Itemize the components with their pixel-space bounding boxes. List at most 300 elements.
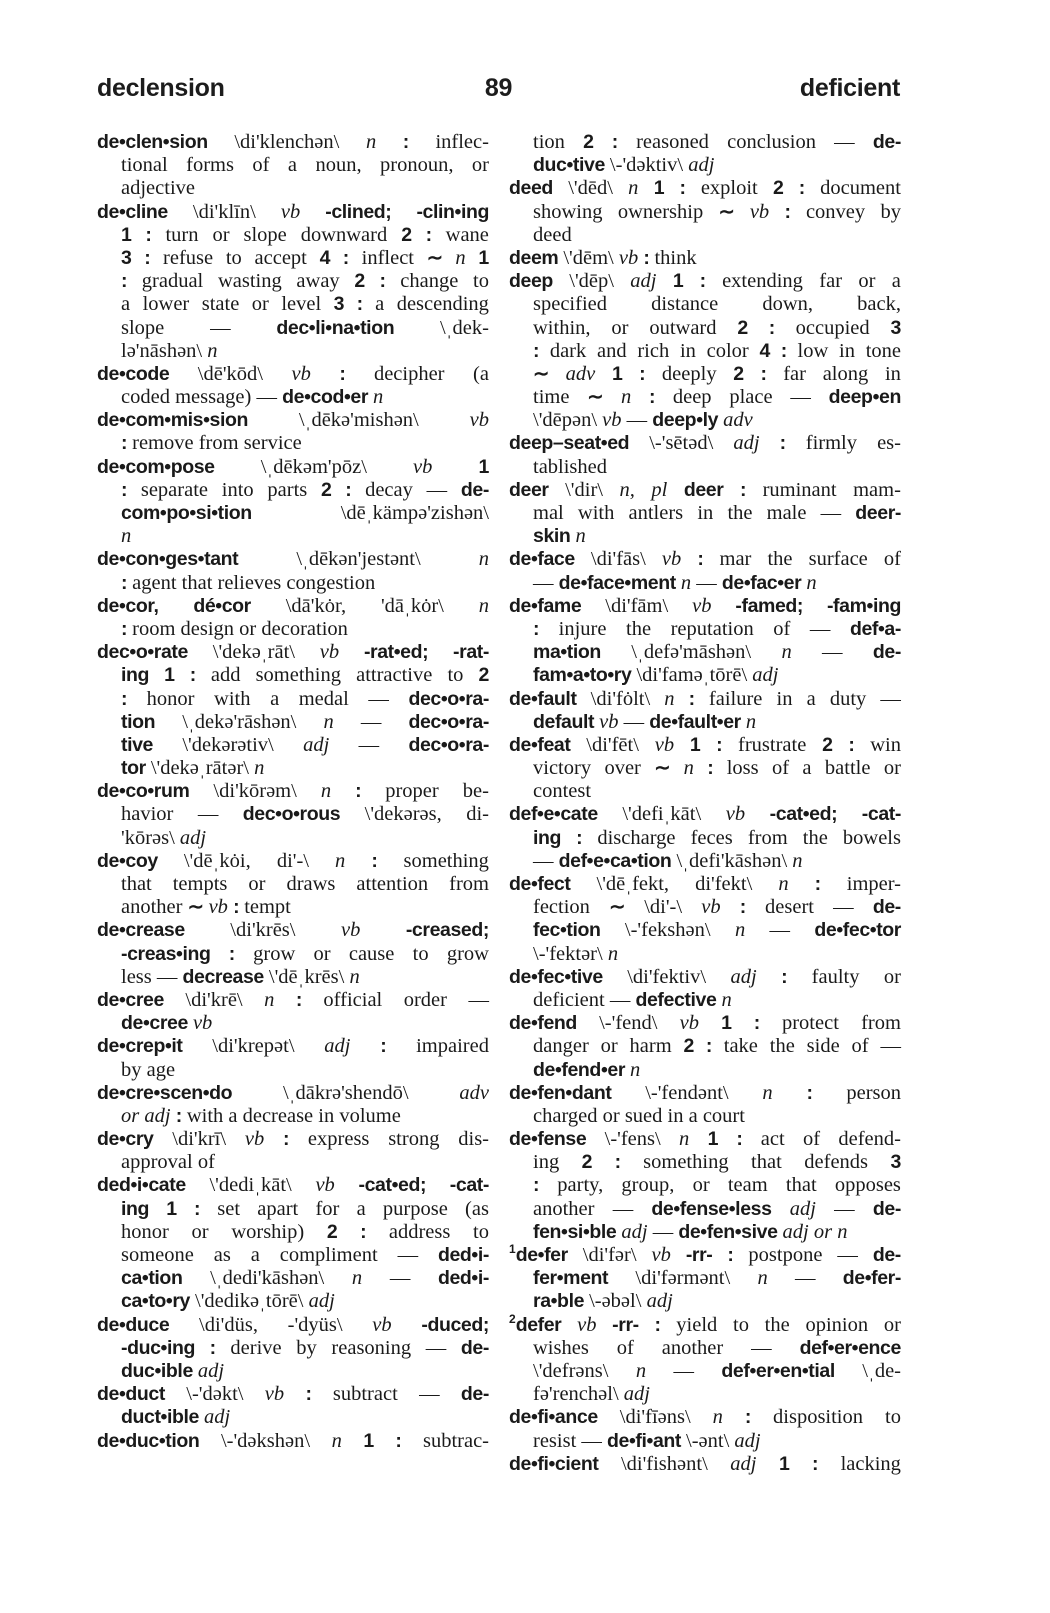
- definition-text: \ˌdefə'māshən\: [631, 641, 752, 664]
- definition-text: \dēˌkämpə'zishən\: [340, 502, 489, 524]
- definition-text: \di'fās\: [590, 548, 646, 571]
- definition-text: of: [773, 617, 791, 640]
- headword-bold: deep•ly: [652, 409, 724, 432]
- italic-label: adj: [630, 270, 657, 293]
- headword-bold: tion: [121, 710, 156, 733]
- definition-text: adjective: [121, 177, 195, 200]
- definition-text: draws: [286, 873, 336, 895]
- definition-text: wishes: [533, 1336, 589, 1359]
- definition-text: in: [884, 362, 901, 385]
- headword-bold: 1: [779, 1452, 790, 1475]
- entry-line-continuation: [509, 131, 901, 154]
- homograph-number: 1: [509, 1242, 516, 1257]
- entry-line-continuation: [97, 1151, 489, 1174]
- italic-label: n: [778, 873, 789, 895]
- italic-label: n: [680, 571, 697, 594]
- headword-bold: de•face: [509, 548, 575, 571]
- entry-line: [509, 479, 901, 502]
- headword-bold: ∼: [187, 896, 209, 919]
- headword-bold: :: [753, 1012, 760, 1035]
- headword-bold: de•fen•dant: [509, 1081, 612, 1104]
- entry-line-continuation: [509, 1174, 901, 1197]
- definition-text: specified: [533, 293, 607, 316]
- entry-line-continuation: [509, 618, 901, 641]
- definition-text: —: [673, 1359, 694, 1382]
- italic-label: adj: [623, 1383, 650, 1406]
- definition-text: that: [121, 873, 152, 895]
- definition-text: mam-: [853, 478, 901, 501]
- definition-text: \'dēˌkȯi,: [183, 849, 251, 872]
- entry-line-continuation: [97, 572, 489, 595]
- definition-text: to: [885, 1406, 901, 1429]
- definition-text: \'defiˌkāt\: [622, 803, 702, 826]
- definition-text: far: [783, 362, 806, 385]
- definition-text: —: [880, 1035, 901, 1058]
- definition-text: \di'krī\: [172, 1128, 227, 1151]
- entry-line-continuation: [97, 177, 489, 200]
- italic-label: n: [478, 548, 489, 571]
- definition-text: \di'faməˌtōrē\: [636, 664, 753, 687]
- definition-text: approval of: [121, 1151, 215, 1174]
- italic-label: adv: [565, 362, 596, 385]
- entry-line-continuation: [509, 780, 901, 803]
- definition-text: to: [447, 664, 464, 687]
- italic-label: n: [455, 246, 466, 269]
- entry-line-continuation: [509, 1035, 901, 1058]
- headword-bold: de-: [872, 1244, 901, 1266]
- headword-bold: :: [781, 965, 788, 988]
- headword-bold: de•fault•er: [649, 710, 746, 733]
- headword-bold: ∼: [609, 896, 626, 919]
- definition-text: \di'-\: [644, 896, 683, 919]
- definition-text: di'fekt\: [695, 873, 753, 895]
- headword-bold: decrease: [182, 965, 269, 988]
- entry-line: [509, 1453, 901, 1476]
- entry-line: [509, 270, 901, 293]
- headword-bold: dec•li•na•tion: [276, 316, 395, 339]
- definition-text: dis-: [458, 1128, 489, 1151]
- headword-bold: :: [395, 1429, 402, 1452]
- definition-text: down,: [762, 293, 814, 316]
- definition-text: —: [426, 478, 448, 501]
- definition-text: deeply: [661, 362, 717, 385]
- italic-label: adj: [621, 1220, 653, 1243]
- definition-text: or: [883, 757, 901, 780]
- headword-bold: :: [780, 339, 787, 362]
- definition-text: \di'krē\: [185, 988, 243, 1011]
- headword-bold: de•cree: [97, 988, 164, 1011]
- definition-text: deficient —: [533, 988, 636, 1011]
- definition-text: and: [597, 339, 627, 362]
- headword-bold: :: [209, 1336, 216, 1359]
- definition-text: attention: [356, 873, 429, 895]
- definition-text: noun,: [315, 154, 362, 177]
- italic-label: n: [478, 594, 489, 617]
- italic-label: adj: [730, 965, 757, 988]
- headword-bold: 2: [354, 270, 365, 293]
- definition-text: over: [604, 757, 641, 780]
- definition-text: or: [212, 223, 230, 246]
- definition-text: —: [652, 1220, 679, 1243]
- page-header: [97, 74, 900, 110]
- headword-bold: deem: [509, 246, 564, 269]
- headword-bold: :: [144, 246, 151, 269]
- headword-bold: de•cree: [121, 1012, 193, 1035]
- entry-line-continuation: [509, 1383, 901, 1406]
- entry-line-continuation: [509, 201, 901, 224]
- headword-bold: def•er•ence: [799, 1336, 901, 1359]
- entry-line: [509, 1311, 901, 1337]
- headword-bold: :: [533, 1174, 540, 1197]
- definition-text: —: [397, 1244, 419, 1266]
- definition-text: \di'fȯlt\: [590, 687, 651, 710]
- headword-bold: :: [339, 362, 346, 385]
- entry-line-continuation: [509, 502, 901, 525]
- headword-bold: de•cre•scen•do: [97, 1081, 233, 1104]
- entry-line: [509, 1082, 901, 1105]
- headword-bold: de•fame: [509, 594, 582, 617]
- definition-text: tional: [121, 154, 168, 177]
- definition-text: of: [616, 1336, 634, 1359]
- definition-text: protect: [781, 1012, 839, 1035]
- definition-text: \-'fendənt\: [645, 1081, 729, 1104]
- italic-label: n: [335, 849, 346, 872]
- definition-text: tone: [865, 339, 901, 362]
- entry-line-continuation: [97, 340, 489, 363]
- italic-label: n: [264, 988, 275, 1011]
- headword-bold: de•com•pose: [97, 455, 215, 478]
- headword-bold: de-: [872, 896, 901, 919]
- definition-text: \ˌdēkən'jestənt\: [296, 548, 421, 571]
- guide-word-left: declension: [97, 74, 225, 102]
- headword-bold: 2: [683, 1035, 694, 1058]
- definition-text: place: [729, 386, 773, 409]
- headword-bold: :: [121, 432, 133, 455]
- definition-text: —: [389, 1267, 411, 1290]
- italic-label: vb: [319, 641, 340, 664]
- definition-text: \'dekəˌrāt\: [212, 641, 295, 664]
- definition-text: conclusion: [727, 131, 816, 153]
- definition-text: of: [252, 154, 270, 177]
- definition-text: deed: [533, 223, 572, 246]
- definition-text: —: [612, 1197, 634, 1220]
- definition-text: by: [296, 1336, 317, 1359]
- definition-text: from: [747, 826, 788, 849]
- definition-text: \di'fām\: [605, 594, 669, 617]
- headword-bold: com•po•si•tion: [121, 502, 252, 524]
- entry-line-continuation: [509, 1059, 901, 1082]
- definition-text: (as: [465, 1197, 489, 1220]
- definition-text: a: [802, 757, 812, 780]
- italic-label: vb: [725, 803, 746, 826]
- headword-bold: ma•tion: [533, 641, 601, 664]
- headword-bold: fen•si•ble: [533, 1220, 622, 1243]
- definition-text: desert: [765, 896, 814, 919]
- definition-text: decipher: [373, 362, 445, 385]
- headword-bold: dec•o•ra-: [408, 710, 489, 733]
- headword-bold: tive: [121, 733, 154, 756]
- italic-label: n: [745, 710, 757, 733]
- headword-bold: duct•ible: [121, 1406, 204, 1429]
- entry-line-continuation: [97, 479, 489, 502]
- headword-bold: :: [739, 478, 747, 501]
- definition-text: or: [471, 154, 489, 177]
- italic-label: n: [683, 757, 694, 780]
- headword-bold: dec•o•ra-: [408, 687, 489, 710]
- homograph-number: 2: [509, 1311, 516, 1326]
- definition-text: act: [760, 1128, 785, 1151]
- definition-text: or: [611, 316, 629, 339]
- entry-line: [97, 201, 489, 224]
- definition-text: by: [880, 200, 901, 223]
- italic-label: n: [620, 386, 632, 409]
- headword-bold: dec•o•rate: [97, 641, 188, 664]
- definition-text: change: [400, 270, 459, 293]
- definition-text: set: [217, 1197, 241, 1220]
- definition-text: the: [767, 548, 793, 571]
- definition-text: in: [776, 687, 793, 710]
- entry-line-continuation: [97, 1221, 489, 1244]
- headword-bold: :: [121, 478, 128, 501]
- italic-label: vb: [679, 1012, 699, 1035]
- definition-text: honor: [146, 687, 195, 710]
- definition-text: a: [891, 270, 901, 293]
- headword-bold: 1: [721, 1012, 732, 1035]
- definition-text: —: [822, 641, 843, 664]
- definition-text: —: [533, 571, 559, 594]
- italic-label: n,: [619, 478, 635, 501]
- headword-bold: de•cry: [97, 1128, 154, 1151]
- headword-bold: de•duce: [97, 1313, 170, 1336]
- definition-text: \di'klenchən\: [234, 131, 340, 153]
- entry-line-continuation: [509, 1267, 901, 1290]
- headword-bold: :: [806, 1081, 813, 1104]
- entry-line: [97, 1082, 489, 1105]
- headword-bold: :: [402, 131, 409, 153]
- headword-bold: -creas•ing: [121, 942, 211, 965]
- definition-text: remove from service: [132, 432, 302, 455]
- headword-bold: duc•ible: [121, 1359, 198, 1382]
- entry-line-continuation: [97, 502, 489, 525]
- headword-bold: de•fault: [509, 687, 577, 710]
- definition-text: or: [251, 293, 269, 316]
- definition-text: for: [315, 1197, 340, 1220]
- headword-bold: ca•to•ry: [121, 1290, 196, 1313]
- definition-text: a: [287, 154, 298, 177]
- italic-label: vb: [372, 1313, 392, 1336]
- definition-text: \'defrəns\: [533, 1359, 609, 1382]
- definition-text: descending: [396, 293, 489, 316]
- definition-text: to: [733, 1313, 749, 1336]
- headword-bold: de-: [460, 1383, 489, 1406]
- entry-line-continuation: [97, 711, 489, 734]
- column-right: [509, 131, 901, 1476]
- definition-text: feces: [690, 826, 733, 849]
- definition-text: proper: [385, 780, 439, 803]
- headword-bold: :: [779, 432, 786, 455]
- headword-bold: ∼: [718, 200, 735, 223]
- headword-bold: 1: [707, 1128, 719, 1151]
- entry-line: [97, 850, 489, 873]
- italic-label: n: [575, 525, 586, 548]
- headword-bold: 1: [478, 455, 489, 478]
- headword-bold: 3: [890, 316, 901, 339]
- italic-label: vb: [291, 362, 311, 385]
- italic-label: n: [635, 1359, 647, 1382]
- definition-text: —: [696, 571, 722, 594]
- entry-line-continuation: [509, 1151, 901, 1174]
- definition-text: inflec-: [435, 131, 489, 153]
- headword-bold: :: [305, 1383, 312, 1406]
- definition-text: add: [210, 664, 241, 687]
- headword-bold: deer: [683, 478, 724, 501]
- headword-bold: fer•ment: [533, 1267, 609, 1290]
- definition-text: battle: [824, 757, 871, 780]
- headword-bold: 2: [733, 362, 744, 385]
- definition-text: by age: [121, 1058, 176, 1081]
- definition-text: —: [626, 409, 653, 432]
- definition-text: —: [834, 131, 855, 153]
- entry-line-continuation: [97, 317, 489, 340]
- headword-bold: :: [768, 316, 775, 339]
- entry-line: [509, 548, 901, 571]
- entry-line-continuation: [509, 1337, 901, 1360]
- definition-text: dark: [549, 339, 587, 362]
- definition-text: —: [833, 896, 854, 919]
- headword-bold: de•crease: [97, 919, 185, 942]
- headword-bold: defective: [635, 988, 722, 1011]
- definition-text: postpone: [748, 1244, 823, 1266]
- definition-text: a: [806, 687, 816, 710]
- entry-line: [97, 780, 489, 803]
- headword-bold: de•fi•cient: [509, 1452, 599, 1475]
- definition-text: a: [250, 1244, 260, 1266]
- definition-text: —: [751, 1336, 772, 1359]
- definition-text: —: [210, 316, 231, 339]
- headword-bold: :: [193, 1197, 201, 1220]
- italic-label: or adj: [121, 1104, 176, 1127]
- entry-line-continuation: [97, 896, 489, 919]
- definition-text: \'dekərəs,: [364, 803, 442, 826]
- headword-bold: fam•a•to•ry: [533, 664, 637, 687]
- headword-bold: :: [760, 362, 767, 385]
- headword-bold: :: [727, 1244, 734, 1266]
- headword-bold: de-: [460, 478, 489, 501]
- definition-text: mar: [719, 548, 752, 571]
- italic-label: vb: [315, 1174, 335, 1197]
- definition-text: group,: [621, 1174, 675, 1197]
- italic-label: adj or n: [782, 1220, 848, 1243]
- entry-line-continuation: [97, 827, 489, 850]
- definition-text: to: [473, 1220, 489, 1243]
- headword-bold: 3: [333, 293, 345, 316]
- definition-text: of: [802, 1128, 821, 1151]
- headword-bold: :: [679, 177, 686, 200]
- definition-text: —: [360, 710, 382, 733]
- entry-line: [97, 409, 489, 432]
- headword-bold: :: [811, 1452, 819, 1475]
- definition-text: time: [533, 386, 570, 409]
- entry-line-continuation: [509, 664, 901, 687]
- definition-text: resist —: [533, 1429, 608, 1452]
- definition-text: to: [473, 270, 489, 293]
- definition-text: \-'fens\: [604, 1128, 661, 1151]
- entry-line: [97, 595, 489, 618]
- headword-bold: de•fec•tive: [509, 965, 603, 988]
- definition-text: slope: [121, 316, 165, 339]
- headword-bold: :: [233, 896, 245, 919]
- headword-bold: duc•tive: [533, 154, 610, 177]
- definition-text: be-: [462, 780, 489, 803]
- entry-line-continuation: [97, 1360, 489, 1383]
- definition-text: antlers: [628, 502, 684, 524]
- italic-label: vb: [692, 594, 712, 617]
- definition-text: reputation: [670, 617, 754, 640]
- entry-line: [97, 1174, 489, 1197]
- definition-text: \'dedikəˌtōrē\: [195, 1290, 309, 1313]
- definition-text: a: [356, 1197, 366, 1220]
- headword-bold: :: [145, 223, 152, 246]
- entry-line-continuation: [509, 340, 901, 363]
- definition-text: -'dyüs\: [287, 1313, 343, 1336]
- definition-text: —: [834, 1197, 855, 1220]
- entry-line-continuation: [509, 943, 901, 966]
- headword-bold: deed: [509, 177, 553, 200]
- headword-bold: def•er•en•tial: [721, 1359, 835, 1382]
- italic-label: n: [331, 1429, 342, 1452]
- italic-label: n: [679, 1128, 690, 1151]
- headword-bold: -cat•ed;: [769, 803, 838, 826]
- headword-bold: ded•i-: [437, 1244, 489, 1266]
- entry-line: [509, 688, 901, 711]
- italic-label: adj: [752, 664, 779, 687]
- entry-line-continuation: [97, 432, 489, 455]
- definition-text: \ˌdēkə'mishən\: [298, 409, 419, 432]
- italic-label: adv: [459, 1081, 489, 1104]
- definition-text: that: [785, 1174, 817, 1197]
- definition-text: refuse: [163, 246, 214, 269]
- headword-bold: :: [121, 270, 128, 293]
- entry-line: [97, 1128, 489, 1151]
- definition-text: ruminant: [762, 478, 837, 501]
- definition-text: \-'dəkshən\: [220, 1429, 311, 1452]
- headword-bold: 2: [822, 733, 833, 756]
- definition-text: \di'fishənt\: [620, 1452, 708, 1475]
- definition-text: official: [323, 988, 383, 1011]
- definition-text: —: [425, 1336, 447, 1359]
- definition-text: or: [600, 1035, 618, 1058]
- headword-bold: :: [798, 177, 805, 200]
- italic-label: adj: [789, 1197, 816, 1220]
- entry-line-continuation: [97, 154, 489, 177]
- headword-bold: -duced;: [421, 1313, 489, 1336]
- definition-text: failure: [708, 687, 763, 710]
- definition-text: address: [388, 1220, 451, 1243]
- italic-label: n: [630, 1058, 641, 1081]
- definition-text: or: [248, 873, 266, 895]
- entry-line: [97, 131, 489, 154]
- definition-text: away: [296, 270, 340, 293]
- definition-text: —: [880, 687, 901, 710]
- headword-bold: :: [533, 339, 540, 362]
- definition-text: or: [692, 1174, 710, 1197]
- headword-bold: deer-: [855, 502, 901, 524]
- definition-text: \di'krepət\: [212, 1035, 295, 1058]
- italic-label: vb: [654, 733, 675, 756]
- italic-label: n: [721, 988, 732, 1011]
- definition-text: of: [771, 757, 790, 780]
- definition-text: decay: [365, 478, 413, 501]
